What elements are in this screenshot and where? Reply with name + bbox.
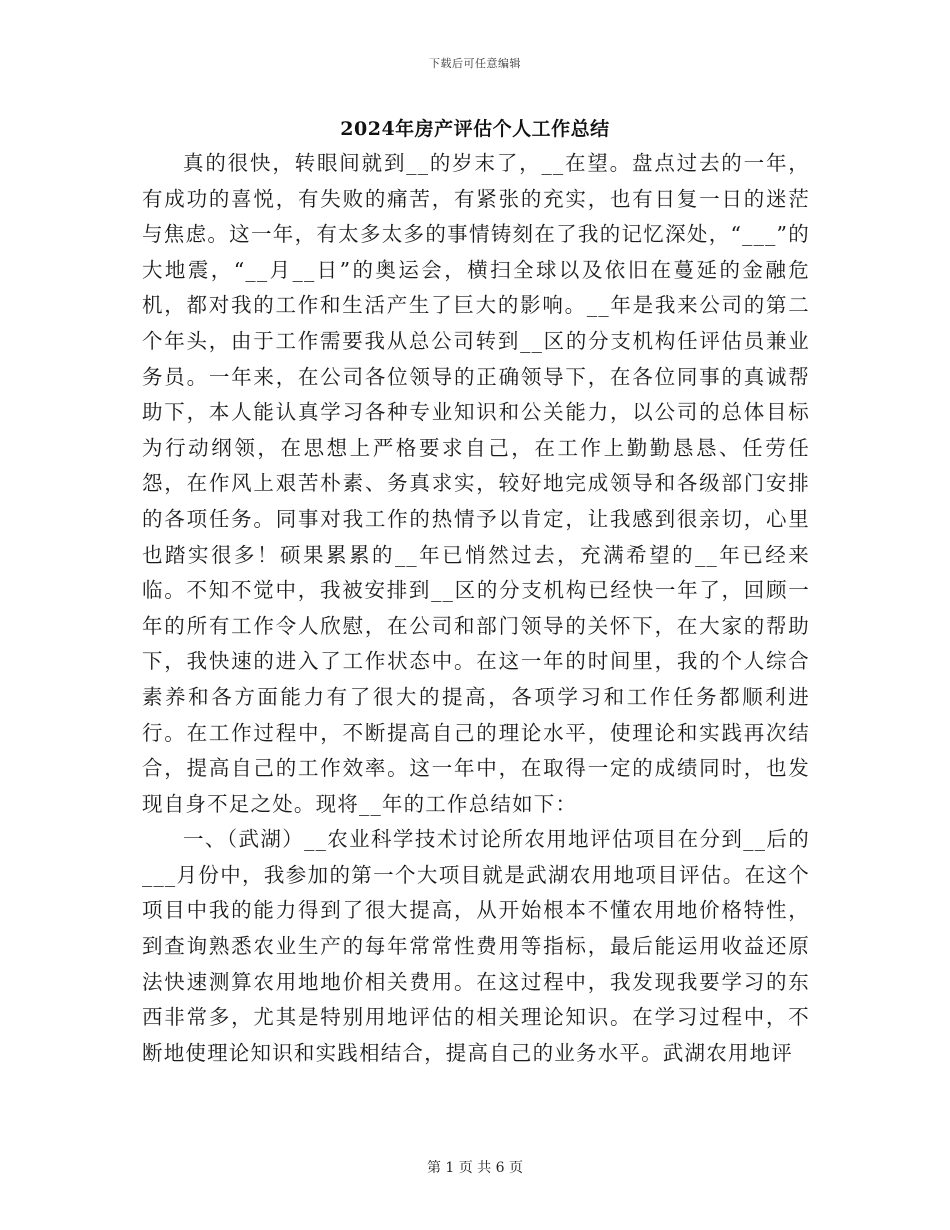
document-title: 2024年房产评估个人工作总结 bbox=[340, 118, 610, 140]
page-number-footer: 第 1 页 共 6 页 bbox=[426, 1160, 524, 1176]
page-header-note: 下载后可任意编辑 bbox=[429, 57, 521, 70]
body-paragraph-2: 一、（武湖）__农业科学技术讨论所农用地评估项目在分到__后的___月份中，我参加的第一个大项目就是武湖农用地项目评估。在这个项目中我的能力得到了很大提高，从开始根本不懂农用地价格特性，到查询熟悉农业生产的每年常常性费用等指标，最后能运用收益还原法快速测算农用地地价相关费用。在这过程中，我发现我要学习的东西非常多，尤其是特别用地评估的相关理论知识。在学习过程中，不断地使理论知识和实践相结合，提高自己的业务水平。武湖农用地评 bbox=[142, 827, 810, 1065]
body-paragraph-1: 真的很快，转眼间就到__的岁末了，__在望。盘点过去的一年，有成功的喜悦，有失败的痛苦，有紧张的充实，也有日复一日的迷茫与焦虑。这一年，有太多太多的事情铸刻在了我的记忆深处，“___”的大地震，“__月__日”的奥运会，横扫全球以及依旧在蔓延的金融危机，都对我的工作和生活产生了巨大的影响。__年是我来公司的第二个年头，由于工作需要我从总公司转到__区的分支机构任评估员兼业务员。一年来，在公司各位领导的正确领导下，在各位同事的真诚帮助下，本人能认真学习各种专业知识和公关能力，以公司的总体目标为行动纲领，在思想上严格要求自己，在工作上勤勤恳恳、任劳任怨，在作风上艰苦朴素、务真求实，较好地完成领导和各级部门安排的各项任务。同事对我工作的热情予以肯定，让我感到很亲切，心里也踏实很多！硕果累累的__年已悄然过去，充满希望的__年已经来临。不知不觉中，我被安排到__区的分支机构已经快一年了，回顾一年的所有工作令人欣慰，在公司和部门领导的关怀下，在大家的帮助下，我快速的进入了工作状态中。在这一年的时间里，我的个人综合素养和各方面能力有了很大的提高，各项学习和工作任务都顺利进行。在工作过程中，不断提高自己的理论水平，使理论和实践再次结合，提高自己的工作效率。这一年中，在取得一定的成绩同时，也发现自身不足之处。现将__年的工作总结如下： bbox=[142, 151, 810, 816]
document-body bbox=[142, 146, 810, 1071]
